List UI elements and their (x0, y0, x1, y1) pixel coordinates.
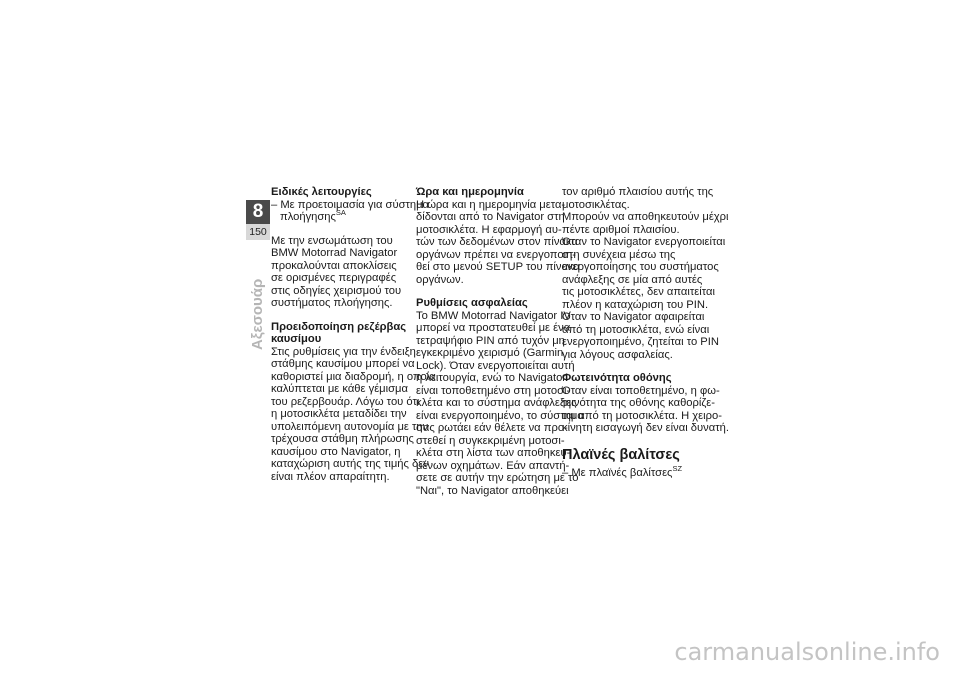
text-line: τις μοτοσικλέτες, δεν απαιτείται (562, 286, 715, 298)
text-line: οργάνων. (416, 273, 464, 286)
heading-special-functions: Ειδικές λειτουργίες (271, 186, 372, 198)
paragraph-security-continued (562, 186, 729, 361)
chapter-tab (246, 200, 270, 240)
text-line: είναι ενεργοποιημένο, το σύστημα (416, 409, 584, 422)
text-line: τρέχουσα στάθμη πλήρωσης (271, 433, 414, 445)
column-3 (562, 186, 729, 479)
text-line: πλέον η καταχώριση του PIN. (562, 298, 709, 311)
paragraph-fuel-warning (271, 345, 436, 484)
text-line: υπολειπόμενη αυτονομία με την (271, 420, 429, 433)
bullet-navigation-prep (271, 198, 430, 224)
text-line: "Ναι", το Navigator αποθηκεύει (416, 484, 569, 497)
watermark-text: carmanualsonline.info (674, 638, 940, 666)
text-line: ενεργοποίησης του συστήματος (562, 261, 719, 273)
text-line: BMW Motorrad Navigator (271, 247, 398, 259)
text-line: σας ρωτάει εάν θέλετε να προ- (416, 422, 568, 434)
text-line: δίδονται από το Navigator στη (416, 211, 565, 223)
text-line: εγκεκριμένο χειρισμό (Garmin (416, 347, 564, 359)
text-line: από τη μοτοσικλέτα, ενώ είναι (562, 323, 710, 336)
text-line: κλέτα στη λίστα των αποθηκευ- (416, 447, 571, 459)
text-line: Με την ενσωμάτωση του (271, 234, 393, 247)
text-line: καταχώριση αυτής της τιμής δεν (271, 458, 429, 470)
text-line: είναι πλέον απαραίτητη. (271, 470, 390, 483)
text-line: η μοτοσικλέτα μεταδίδει την (271, 408, 407, 420)
bullet-side-cases: – Με πλαϊνές βαλίτσες$^{SZ}$ (562, 463, 683, 479)
text-line: στις οδηγίες χειρισμού του (271, 284, 402, 297)
text-line: πέντε αριθμοί πλαισίου. (562, 223, 680, 236)
text-line: στη συνέχεια μέσω της (562, 248, 676, 261)
paragraph-screen-brightness (562, 384, 729, 435)
text-line: μοτοσικλέτας. (562, 198, 630, 211)
text-line: Η ώρα και η ημερομηνία μετα- (416, 198, 566, 211)
text-line: ται από τη μοτοσικλέτα. Η χειρο- (562, 409, 722, 422)
text-line: Όταν το Navigator ενεργοποιείται (562, 236, 726, 248)
text-line: μένων οχημάτων. Εάν απαντή- (416, 459, 570, 472)
heading-screen-brightness: Φωτεινότητα οθόνης (562, 372, 672, 384)
column-2 (416, 186, 584, 497)
text-line: Μπορούν να αποθηκευτούν μέχρι (562, 211, 729, 223)
text-line: Lock). Όταν ενεργοποιείται αυτή (416, 359, 575, 372)
chapter-title: Αξεσουάρ (249, 278, 266, 350)
text-line: κλέτα και το σύστημα ανάφλεξης (416, 397, 577, 409)
text-line: οργάνων πρέπει να ενεργοποιη- (416, 248, 577, 261)
text-line: στεθεί η συγκεκριμένη μοτοσι- (416, 434, 565, 447)
text-line: η λειτουργία, ενώ το Navigator (416, 372, 567, 384)
text-line: του ρεζερβουάρ. Λόγω του ότι (271, 395, 420, 408)
heading-side-cases: Πλαϊνές βαλίτσες (562, 446, 680, 463)
text-line: συστήματος πλοήγησης. (271, 297, 393, 309)
text-line: μπορεί να προστατευθεί με ένα (416, 322, 571, 334)
chapter-number: 8 (246, 200, 270, 224)
heading-security-settings: Ρυθμίσεις ασφαλείας (416, 297, 528, 309)
text-line: καλύπτεται με κάθε γέμισμα (271, 383, 408, 395)
text-line: τεινότητα της οθόνης καθορίζε- (562, 397, 716, 409)
text-line: είναι τοποθετημένο στη μοτοσι- (416, 384, 571, 397)
heading-time-date: Ώρα και ημερομηνία (416, 186, 524, 198)
text-line: Στις ρυθμίσεις για την ένδειξη (271, 345, 416, 358)
text-line: τών των δεδομένων στον πίνακα (416, 236, 578, 248)
bullet-text-1: – Με προετοιμασία για σύστημα (271, 198, 430, 211)
column-1 (271, 186, 436, 483)
text-line: Όταν το Navigator αφαιρείται (562, 311, 705, 323)
text-line: σε ορισμένες περιγραφές (271, 272, 397, 284)
text-line: θεί στο μενού SETUP του πίνακα (416, 261, 580, 273)
text-line: καυσίμου στο Navigator, η (271, 445, 401, 458)
text-line: κίνητη εισαγωγή δεν είναι δυνατή. (562, 422, 729, 434)
text-line: καθοριστεί μια διαδρομή, η οποία (271, 370, 436, 383)
paragraph-intro (271, 235, 403, 310)
text-line: ανάφλεξης σε μία από αυτές (562, 273, 703, 286)
text-line: ενεργοποιημένο, ζητείται το PIN (562, 336, 719, 348)
text-line: Όταν είναι τοποθετημένο, η φω- (562, 384, 720, 397)
text-line: σετε σε αυτήν την ερώτηση με το (416, 472, 579, 484)
text-line: μοτοσικλέτα. Η εφαρμογή αυ- (416, 223, 562, 236)
option-code-sa: SA (335, 208, 346, 217)
text-line: τον αριθμό πλαισίου αυτής της (562, 186, 714, 198)
text-line: για λόγους ασφαλείας. (562, 348, 673, 361)
text-line: στάθμης καυσίμου μπορεί να (271, 358, 415, 370)
option-code-sz: SZ (672, 463, 683, 473)
paragraph-time-date (416, 198, 580, 287)
text-line: τετραψήφιο PIN από τυχόν μη (416, 334, 565, 347)
paragraph-security-settings (416, 309, 584, 498)
text-line: προκαλούνται αποκλίσεις (271, 259, 397, 272)
heading-fuel-warning: Προειδοποίηση ρεζέρβας καυσίμου (271, 320, 407, 345)
text-line: Το BMW Motorrad Navigator IV (416, 309, 571, 322)
bullet-text-2: πλοήγησης$^{SA}$ (280, 208, 346, 223)
page-number: 150 (246, 224, 270, 240)
